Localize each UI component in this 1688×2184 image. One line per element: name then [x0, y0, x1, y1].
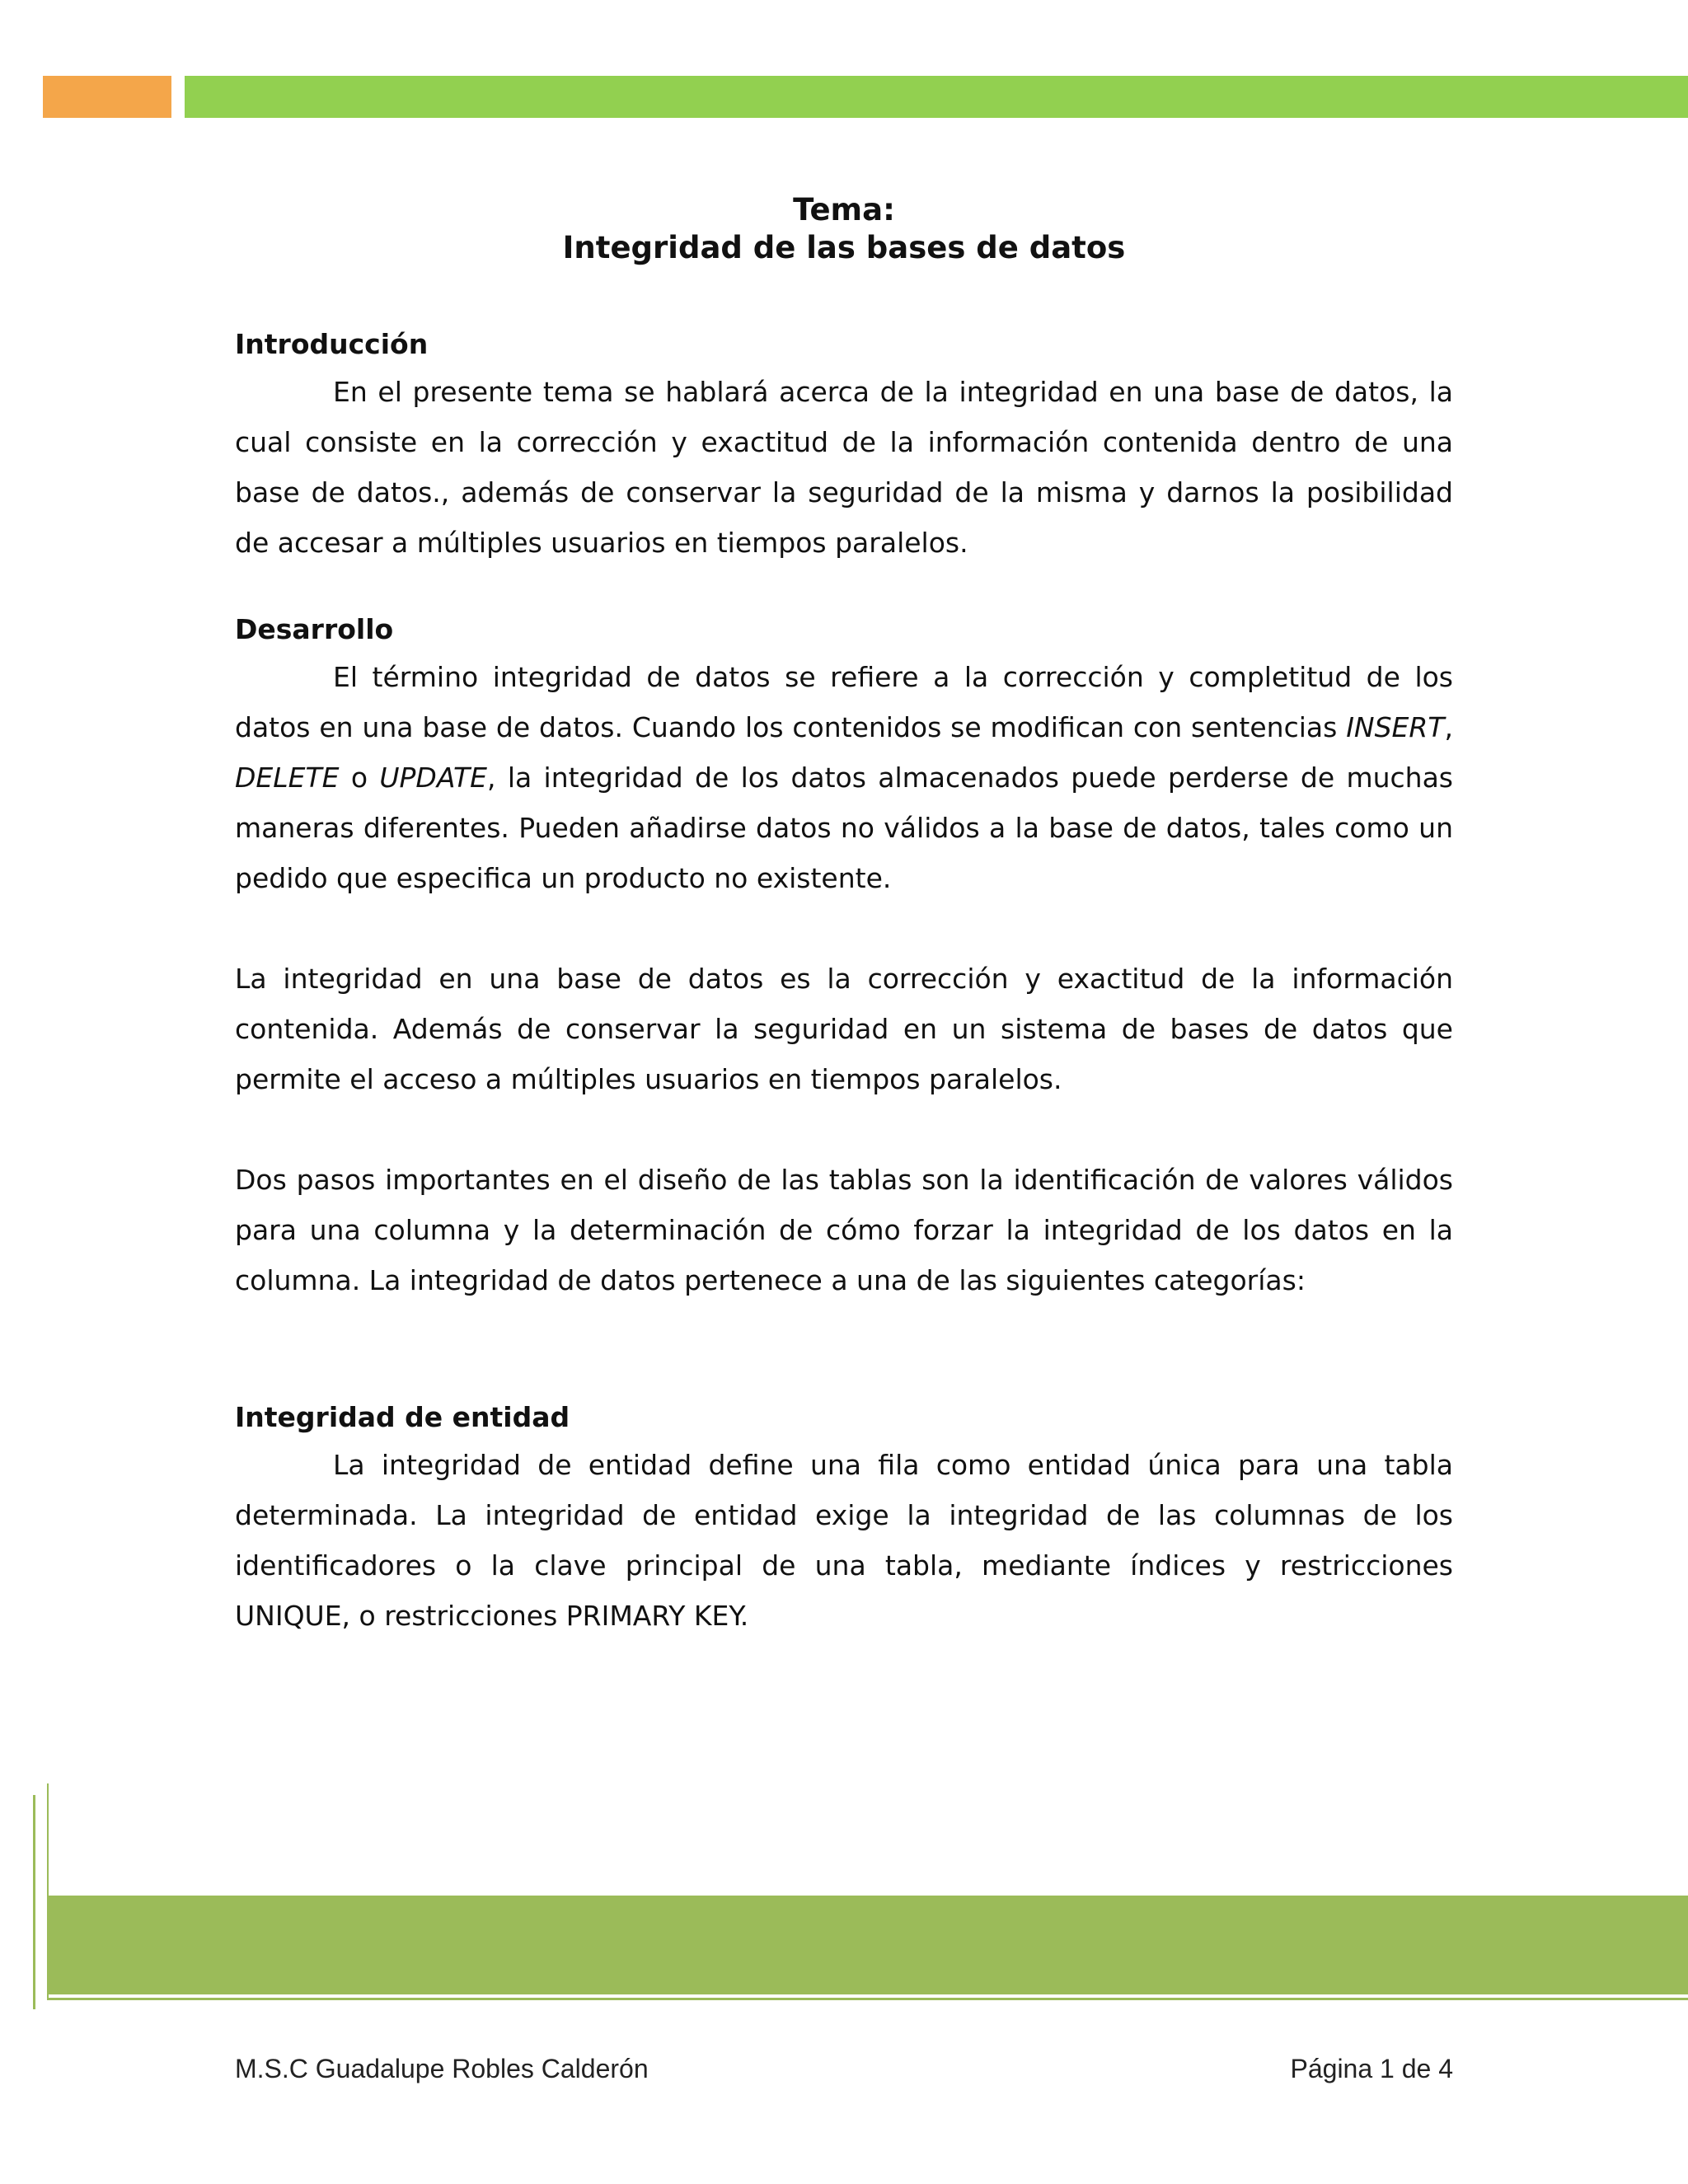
desarrollo-text-d: , la integridad de los datos almacenados puede perderse de muchas maneras diferentes. Pueden añadirse datos no válidos a la base de datos, tales como un pedido que especifica un producto no existente. [235, 762, 1453, 894]
keyword-update: UPDATE [379, 762, 488, 794]
document-title: Integridad de las bases de datos [562, 230, 1126, 265]
footer-left-rule [33, 1795, 35, 2009]
keyword-delete: DELETE [235, 762, 340, 794]
intro-paragraph: En el presente tema se hablará acerca de la integridad en una base de datos, la cual consiste en la corrección y exactitud de la información contenida dentro de una base de datos., además de conservar la seguridad de la misma y darnos la posibilidad de accesar a múltiples usuarios en tiempos paralelos. [235, 376, 1453, 559]
footer-page-number: Página 1 de 4 [1290, 2054, 1453, 2083]
heading-desarrollo: Desarrollo [235, 613, 394, 645]
heading-introduccion: Introducción [235, 328, 429, 360]
desarrollo-paragraph-1 [235, 652, 1453, 903]
desarrollo-text-c: o [339, 762, 380, 794]
heading-integridad-entidad: Integridad de entidad [235, 1401, 570, 1433]
header-orange-bar [43, 76, 171, 118]
desarrollo-text-b: , [1444, 711, 1453, 743]
title-label: Tema: [793, 192, 895, 227]
header-green-bar [185, 76, 1688, 118]
footer-green-line [47, 1998, 1688, 2000]
document-body [235, 191, 1453, 1641]
desarrollo-paragraph-2: La integridad en una base de datos es la corrección y exactitud de la información contenida. Además de conservar la seguridad en un sistema de bases de datos que permite el acceso a múltiples usuarios en tiempos paralelos. [235, 963, 1453, 1095]
entidad-paragraph: La integridad de entidad define una fila como entidad única para una tabla determinada. La integridad de entidad exige la integridad de las columnas de los identificadores o la clave principal de una tabla, mediante índices y restricciones UNIQUE, o restricciones PRIMARY KEY. [235, 1449, 1453, 1632]
desarrollo-paragraph-3: Dos pasos importantes en el diseño de las tablas son la identificación de valores válidos para una columna y la determinación de cómo forzar la integridad de los datos en la columna. La integridad de datos pertenece a una de las siguientes categorías: [235, 1164, 1453, 1296]
footer-green-bar [47, 1896, 1688, 1994]
footer-author: M.S.C Guadalupe Robles Calderón [235, 2054, 649, 2083]
keyword-insert: INSERT [1346, 711, 1445, 743]
desarrollo-text-a: El término integridad de datos se refiere a la corrección y completitud de los datos en una base de datos. Cuando los contenidos se modifican con sentencias [235, 661, 1453, 743]
